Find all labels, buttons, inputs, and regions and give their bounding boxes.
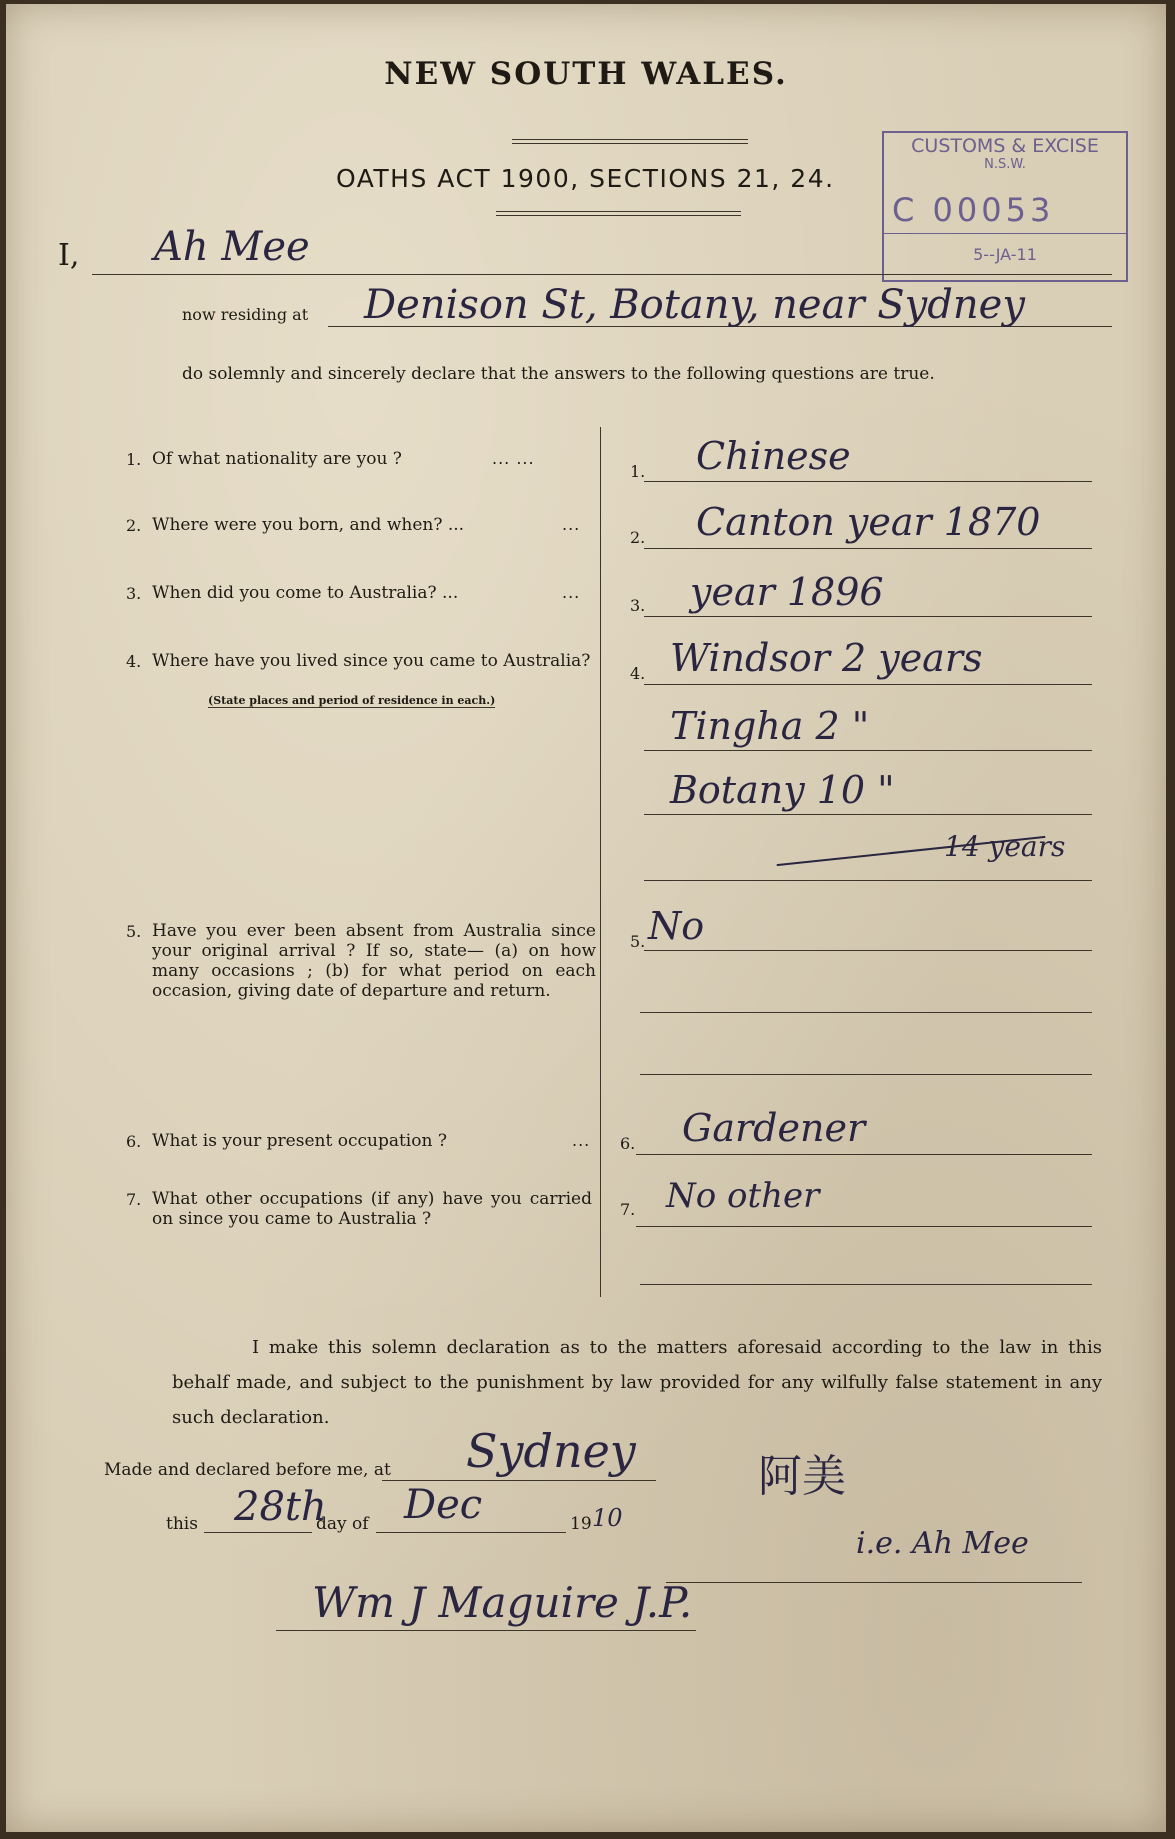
customs-stamp [882, 131, 1128, 282]
answer-residence: Botany 10 " [670, 768, 895, 812]
answer-line [644, 880, 1092, 881]
question-number: 7. [126, 1190, 142, 1209]
question-number: 3. [126, 584, 142, 603]
answer-line [636, 1154, 1092, 1155]
answer-number: 4. [630, 664, 646, 683]
declarant-name: Ah Mee [154, 224, 310, 270]
declaration-day: 28th [234, 1484, 327, 1530]
question-text: Where were you born, and when? ... [152, 515, 465, 535]
place-line [382, 1480, 656, 1481]
answer-number: 3. [630, 596, 646, 615]
year-suffix: 10 [592, 1504, 623, 1532]
answer-line [644, 481, 1092, 482]
month-line [376, 1532, 566, 1533]
question-text: Of what nationality are you ? [152, 449, 402, 469]
answer-number: 2. [630, 528, 646, 547]
made-label: Made and declared before me, at [104, 1460, 391, 1480]
answer-residence-total: 14 years [944, 830, 1066, 863]
question-note: (State places and period of residence in each.) [208, 694, 496, 707]
declarant-signature: i.e. Ah Mee [856, 1526, 1029, 1561]
answer-line [640, 1012, 1092, 1013]
answer-occupation: Gardener [682, 1106, 866, 1150]
answer-line [640, 1074, 1092, 1075]
declare-statement: do solemnly and sincerely declare that the answers to the following questions are true. [182, 364, 935, 384]
question-dots: ... [572, 1131, 591, 1150]
question-text: What is your present occupation ? [152, 1131, 447, 1151]
page-title: NEW SOUTH WALES. [384, 56, 788, 92]
answer-line [636, 1226, 1092, 1227]
stamp-number: C 00053 [892, 191, 1055, 229]
justice-line [276, 1630, 696, 1631]
answer-number: 1. [630, 462, 646, 481]
answer-residence: Tingha 2 " [670, 704, 870, 748]
title-divider [512, 139, 748, 144]
answer-line [640, 1284, 1092, 1285]
stamp-line1: CUSTOMS & EXCISE [911, 135, 1099, 157]
stamp-line2: N.S.W. [984, 157, 1026, 172]
answer-line [644, 684, 1092, 685]
question-number: 5. [126, 922, 142, 941]
day-line [204, 1532, 312, 1533]
answer-residence: Windsor 2 years [670, 636, 983, 680]
answer-line [644, 950, 1092, 951]
signature-line [666, 1582, 1082, 1583]
act-heading: OATHS ACT 1900, SECTIONS 21, 24. [336, 164, 835, 193]
day-of-label: day of [316, 1514, 369, 1534]
question-number: 2. [126, 516, 142, 535]
justice-signature: Wm J Maguire J.P. [312, 1578, 693, 1627]
this-label: this [166, 1514, 198, 1534]
declaration-form [6, 4, 1166, 1832]
year-prefix: 19 [570, 1514, 592, 1534]
stamp-separator [884, 233, 1126, 234]
answer-line [644, 548, 1092, 549]
answer-line [644, 750, 1092, 751]
declaration-month: Dec [404, 1482, 483, 1528]
answer-line [644, 814, 1092, 815]
declarant-prefix: I, [58, 238, 80, 273]
question-text: Where have you lived since you came to Australia? [152, 651, 591, 671]
question-text: Have you ever been absent from Australia since your original arrival ? If so, state— (a) on how many occasions ; (b) for what period on each occasion, giving date of departure and return. [152, 921, 596, 1001]
question-number: 6. [126, 1132, 142, 1151]
question-number: 1. [126, 450, 142, 469]
declarant-name-line [92, 274, 1112, 275]
question-number: 4. [126, 652, 142, 671]
residing-address: Denison St, Botany, near Sydney [364, 282, 1025, 328]
column-divider [600, 427, 601, 1297]
answer-line [644, 616, 1092, 617]
answer-arrival-year: year 1896 [690, 570, 884, 614]
answer-absence: No [648, 904, 705, 948]
question-dots: ... [562, 583, 581, 602]
answer-birthplace: Canton year 1870 [696, 500, 1041, 544]
declaration-text: I make this solemn declaration as to the matters aforesaid according to the law in this behalf made, and subject to the punishment by law provided for any wilfully false statement in any such declaration. [172, 1337, 1102, 1428]
question-text: When did you come to Australia? ... [152, 583, 459, 603]
answer-number: 6. [620, 1134, 636, 1153]
answer-number: 5. [630, 932, 646, 951]
declaration-place: Sydney [466, 1424, 636, 1478]
residing-label: now residing at [182, 305, 309, 324]
answer-nationality: Chinese [696, 434, 851, 478]
stamp-date: 5--JA-11 [973, 245, 1037, 264]
act-divider [496, 211, 741, 216]
question-text: What other occupations (if any) have you carried on since you came to Australia ? [152, 1189, 592, 1229]
chinese-signature: 阿美 [758, 1451, 846, 1502]
question-dots: ... ... [492, 449, 535, 468]
question-dots: ... [562, 515, 581, 534]
answer-number: 7. [620, 1200, 636, 1219]
answer-other-occupations: No other [666, 1176, 820, 1216]
